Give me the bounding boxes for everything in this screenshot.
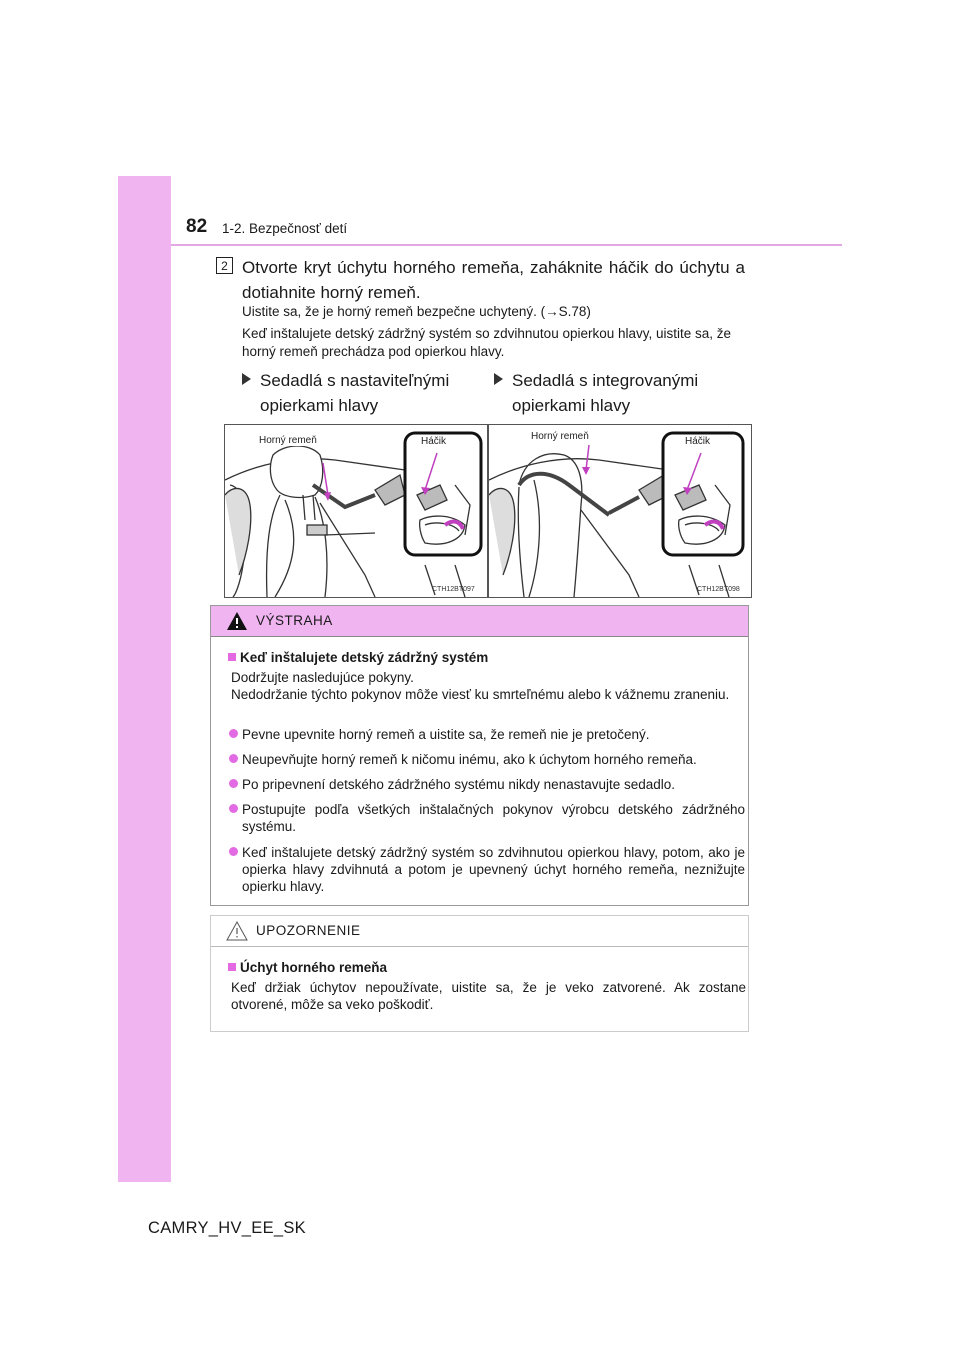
bullet-dot-icon [229, 729, 238, 738]
square-bullet-icon [228, 963, 236, 971]
header-rule [171, 244, 842, 246]
square-bullet-icon [228, 653, 236, 661]
bullet-dot-icon [229, 779, 238, 788]
figure-code: CTH12BT098 [697, 586, 740, 593]
caution-heading: Úchyt horného remeňa [228, 960, 387, 975]
section-title: 1-2. Bezpečnosť detí [222, 221, 348, 236]
warning-box [210, 605, 749, 906]
bullet-dot-icon [229, 847, 238, 856]
warning-icon [226, 611, 248, 631]
triangle-bullet-icon [494, 373, 503, 385]
label-top-strap: Horný remeň [531, 431, 589, 442]
step-instruction: Otvorte kryt úchytu horného remeňa, zaháknite háčik do úchytu a dotiahnite horný remeň. [242, 258, 745, 302]
warning-bullet: Po pripevnení detského zádržného systému nikdy nenastavujte sedadlo. [228, 776, 745, 793]
step-note-1: Uistite sa, že je horný remeň bezpečne uchytený. (→S.78) [242, 304, 591, 319]
step-note-2: Keď inštalujete detský zádržný systém so zdvihnutou opierkou hlavy, uistite sa, že horný remeň prechádza pod opierkou hlavy. [242, 326, 732, 359]
caution-icon [226, 921, 248, 941]
warning-line-2: Nedodržanie týchto pokynov môže viesť ku smrteľnému alebo k vážnemu zraneniu. [231, 687, 730, 702]
subheading-adjustable: Sedadlá s nastaviteľnými opierkami hlavy [242, 368, 449, 418]
document-code: CAMRY_HV_EE_SK [148, 1219, 306, 1237]
warning-bullet: Neupevňujte horný remeň k ničomu inému, ako k úchytom horného remeňa. [228, 751, 745, 768]
page-number: 82 [186, 216, 208, 237]
caution-header [211, 916, 748, 947]
label-hook: Háčik [421, 436, 447, 447]
figures [224, 424, 750, 598]
warning-bullet: Keď inštalujete detský zádržný systém so zdvihnutou opierkou hlavy, potom, ako je opierka hlavy zdvihnutá a potom je upevnený úchyt horného remeňa, neznižujte opierku hlavy. [228, 844, 745, 895]
caution-text: Keď držiak úchytov nepoužívate, uistite sa, že je veko zatvorené. Ak zostane otvorené, môže sa veko poškodiť. [231, 980, 746, 1012]
figure-adjustable-headrest [224, 424, 488, 598]
warning-bullet: Pevne upevnite horný remeň a uistite sa, že remeň nie je pretočený. [228, 726, 745, 743]
subheading-integrated: Sedadlá s integrovanými opierkami hlavy [494, 368, 698, 418]
seat-illustration [225, 425, 487, 597]
sidebar-tab [118, 176, 171, 1182]
warning-title: VÝSTRAHA [256, 613, 333, 628]
warning-line-1: Dodržujte nasledujúce pokyny. [231, 670, 414, 685]
warning-heading: Keď inštalujete detský zádržný systém [228, 650, 488, 665]
figure-integrated-headrest [488, 424, 752, 598]
label-hook: Háčik [685, 436, 711, 447]
label-top-strap: Horný remeň [259, 435, 317, 446]
triangle-bullet-icon [242, 373, 251, 385]
warning-bullet: Postupujte podľa všetkých inštalačných pokynov výrobcu detského zádržného systému. [228, 801, 745, 835]
bullet-dot-icon [229, 804, 238, 813]
bullet-dot-icon [229, 754, 238, 763]
step-number: 2 [216, 257, 233, 274]
caution-title: UPOZORNENIE [256, 923, 361, 938]
seat-illustration [489, 425, 751, 597]
warning-header [211, 606, 748, 637]
figure-code: CTH12BT097 [432, 586, 475, 593]
caution-box [210, 915, 749, 1032]
